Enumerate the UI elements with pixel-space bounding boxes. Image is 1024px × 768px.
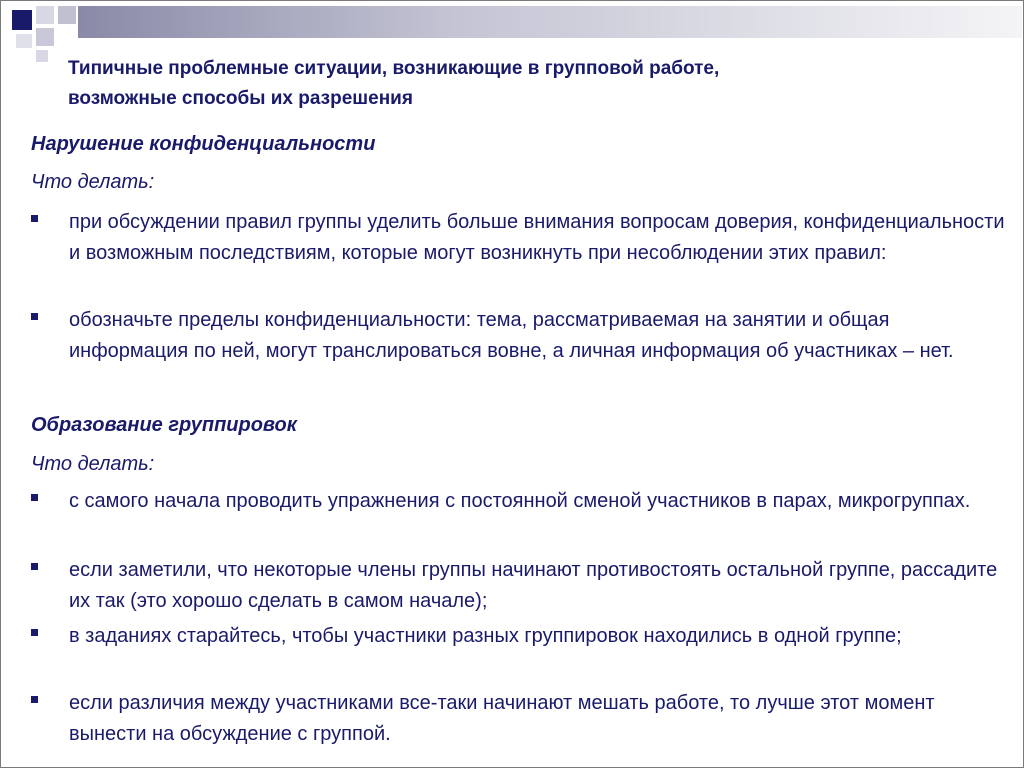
what-to-do-label: Что делать: — [31, 453, 155, 475]
slide-title: Типичные проблемные ситуации, возникающие в групповой работе, возможные способы их разрешения — [68, 58, 720, 109]
deco-square — [16, 34, 32, 48]
list-item-text: обозначьте пределы конфиденциальности: тема, рассматриваемая на занятии и общая информация по ней, могут транслироваться вовне, а личная информация об участниках – нет. — [69, 309, 954, 362]
bullet-icon — [31, 215, 38, 222]
list-item-text: с самого начала проводить упражнения с постоянной сменой участников в парах, микрогруппах. — [69, 490, 971, 512]
deco-square — [36, 50, 48, 62]
what-to-do-label: Что делать: — [31, 171, 155, 193]
deco-square — [36, 6, 54, 24]
section-heading: Нарушение конфиденциальности — [31, 133, 376, 155]
list-item-text: если различия между участниками все-таки начинают мешать работе, то лучше этот момент вынести на обсуждение с группой. — [69, 692, 935, 745]
bullet-icon — [31, 696, 38, 703]
section-heading: Образование группировок — [31, 414, 297, 436]
list-item-text: если заметили, что некоторые члены группы начинают противостоять остальной группе, рассадите их так (это хорошо сделать в самом начале); — [69, 559, 998, 612]
bullet-icon — [31, 629, 38, 636]
list-item-text: при обсуждении правил группы уделить больше внимания вопросам доверия, конфиденциальности и возможным последствиям, которые могут возникнуть при несоблюдении этих правил: — [69, 211, 1005, 264]
bullet-icon — [31, 563, 38, 570]
bullet-icon — [31, 313, 38, 320]
list-item-text: в заданиях старайтесь, чтобы участники разных группировок находились в одной группе; — [69, 625, 902, 647]
deco-square — [36, 28, 54, 46]
bullet-icon — [31, 494, 38, 501]
deco-square — [58, 6, 76, 24]
deco-square — [12, 10, 32, 30]
top-gradient-bar — [78, 6, 1022, 38]
